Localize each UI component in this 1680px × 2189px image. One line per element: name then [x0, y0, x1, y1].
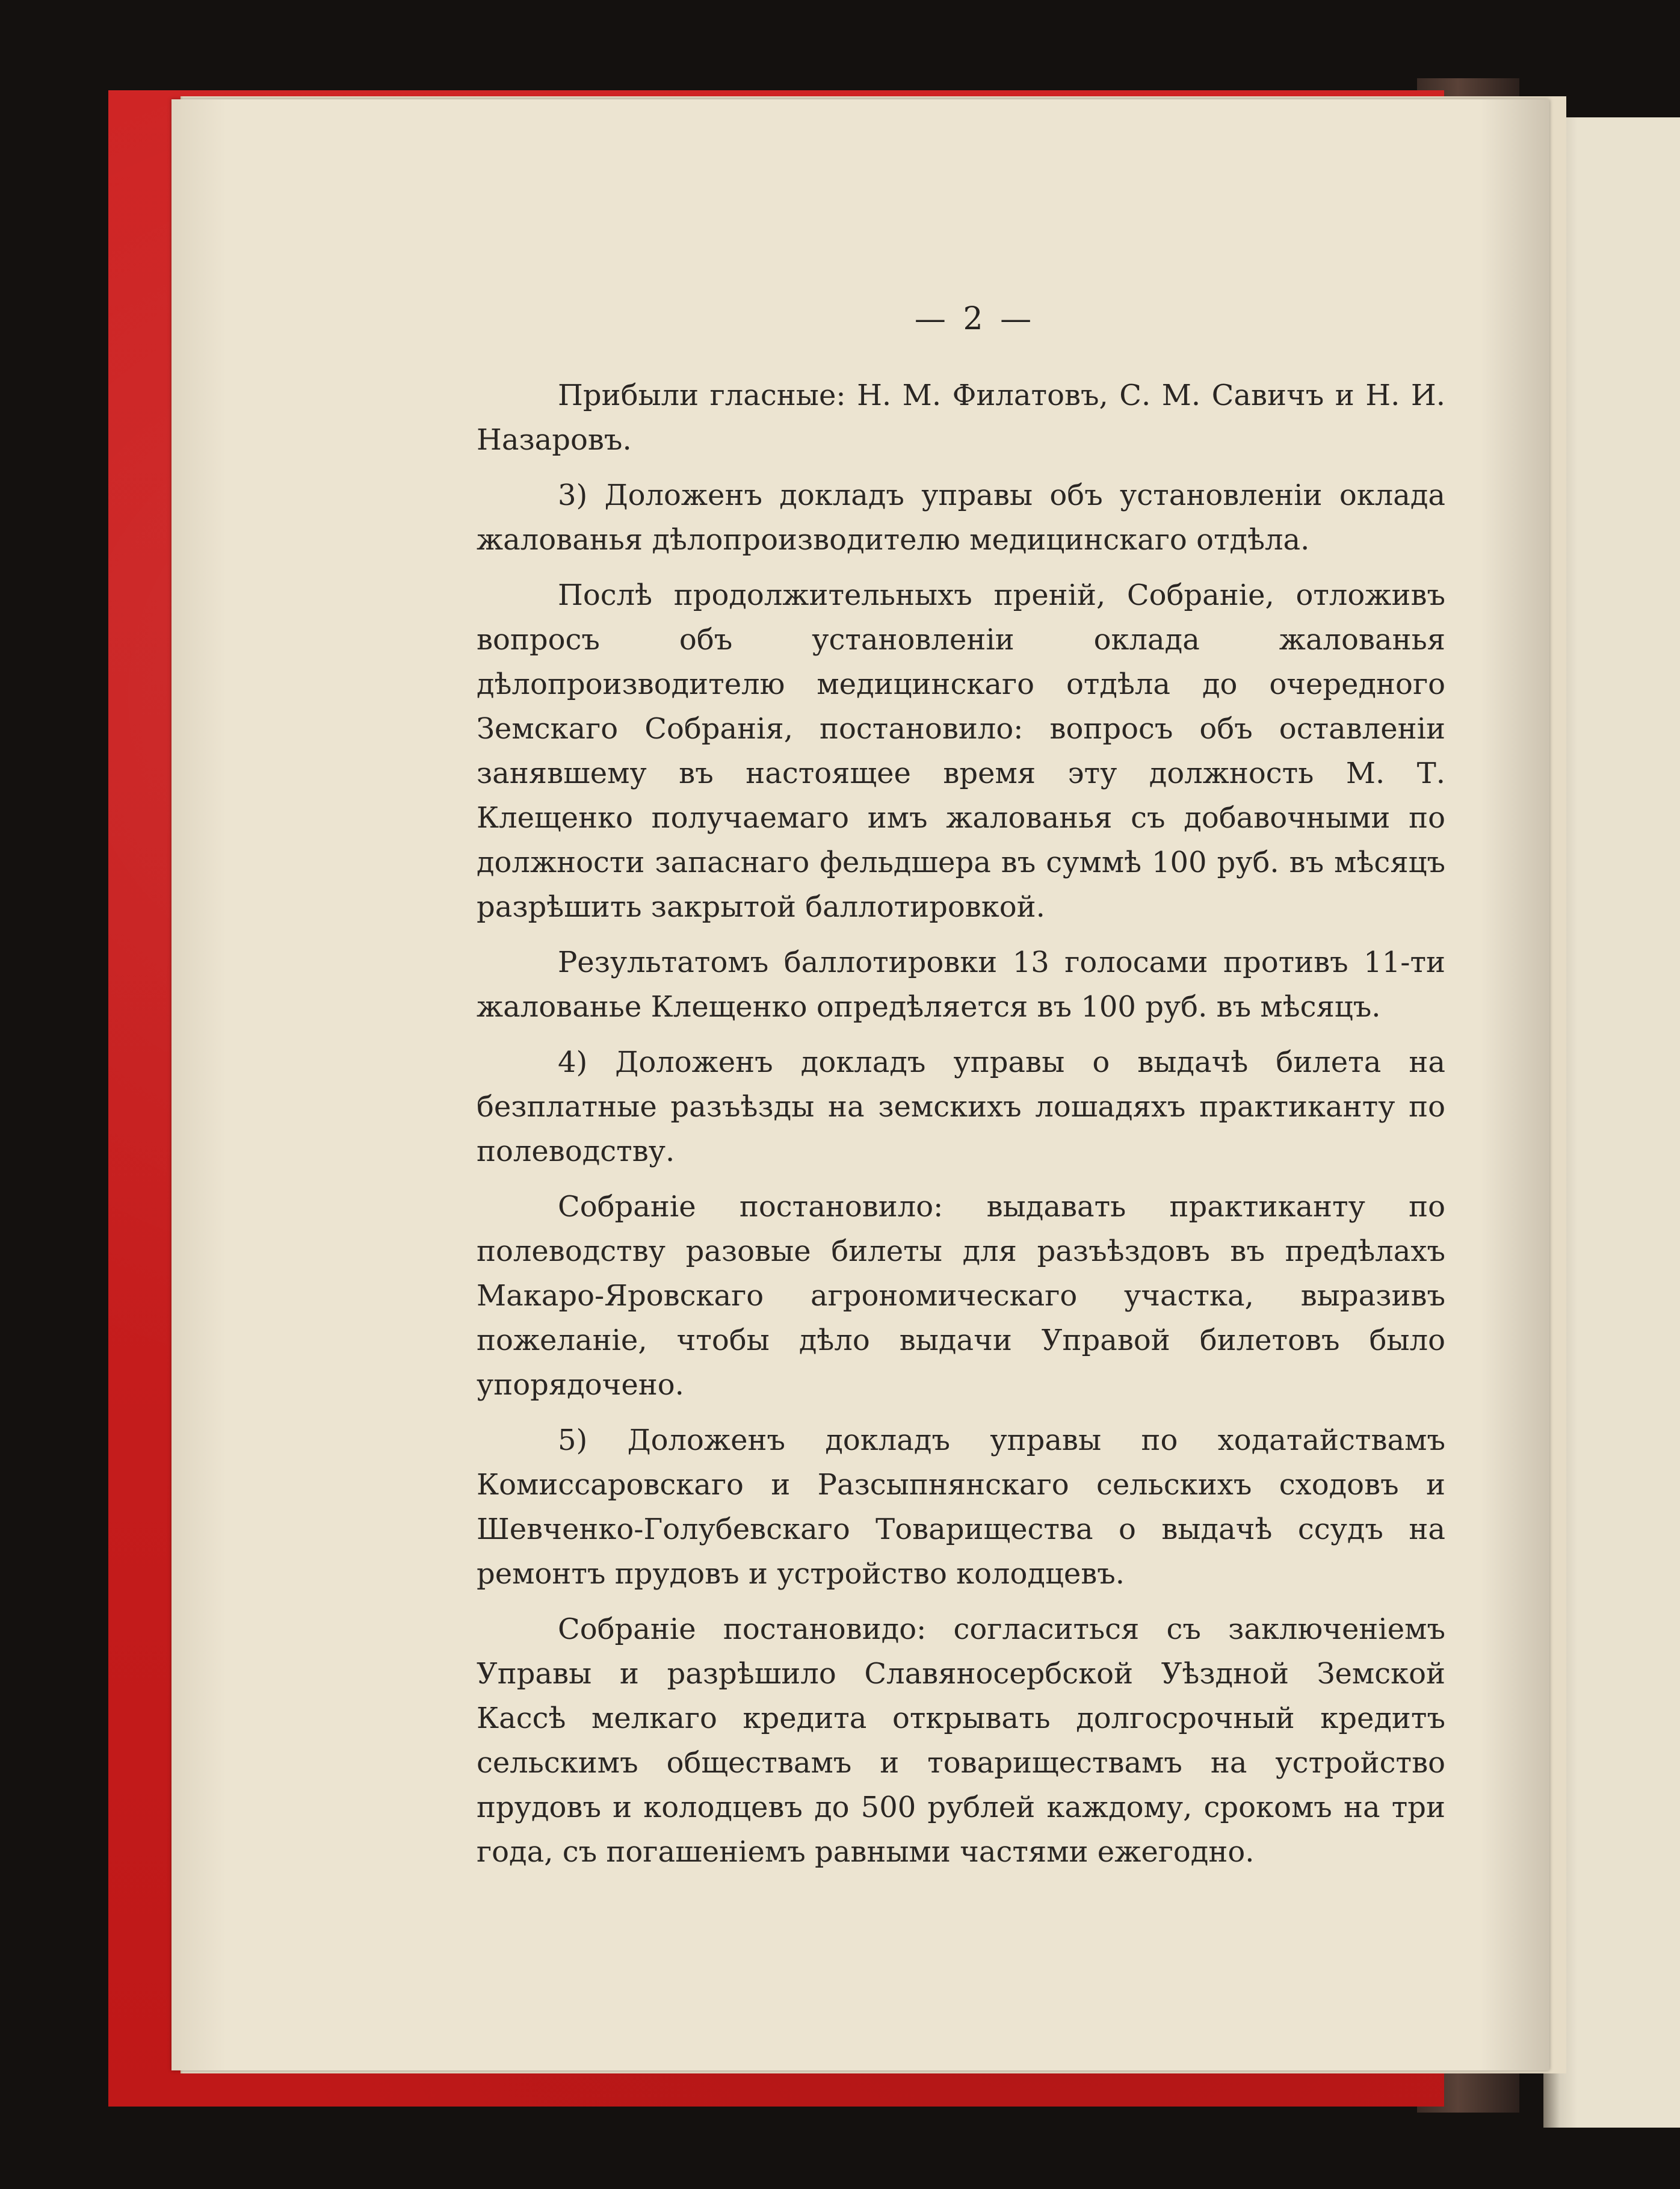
paragraph-3: Послѣ продолжительныхъ преній, Собраніе, отложивъ вопросъ объ установленіи оклада жалованья дѣлопроизводителю медицинскаго отдѣла до очередного Земскаго Собранія, постановило: вопросъ объ оставленіи занявшему въ настоящее время эту должность М. Т. Клещенко получаемаго имъ жалованья съ добавочными по должности запаснаго фельдшера въ суммѣ 100 руб. въ мѣсяцъ разрѣшить закрытой баллотировкой. — [477, 578, 1445, 924]
paragraph-7: 5) Доложенъ докладъ управы по ходатайствамъ Комиссаровскаго и Разсыпнянскаго сельскихъ сходовъ и Шевченко-Голубевскаго Товарищества о выдачѣ ссудъ на ремонтъ прудовъ и устройство колодцевъ. — [477, 1423, 1445, 1591]
paragraph-6: Собраніе постановило: выдавать практиканту по полеводству разовые билеты для разъѣздовъ въ предѣлахъ Макаро-Яровскаго агрономическаго участка, выразивъ пожеланіе, чтобы дѣло выдачи Управой билетовъ было упорядочено. — [477, 1190, 1445, 1402]
paragraph-2: 3) Доложенъ докладъ управы объ установленіи оклада жалованья дѣлопроизводителю медицинскаго отдѣла. — [477, 478, 1445, 557]
paragraph-5: 4) Доложенъ докладъ управы о выдачѣ билета на безплатные разъѣзды на земскихъ лошадяхъ практиканту по полеводству. — [477, 1045, 1445, 1168]
paragraph-1: Прибыли гласные: Н. М. Филатовъ, С. М. Савичъ и Н. И. Назаровъ. — [477, 379, 1445, 457]
paragraph-4: Результатомъ баллотировки 13 голосами противъ 11-ти жалованье Клещенко опредѣляется въ 100 руб. въ мѣсяцъ. — [477, 946, 1445, 1024]
page-number: — 2 — — [914, 301, 1036, 337]
paragraph-8: Собраніе постановидо: согласиться съ заключеніемъ Управы и разрѣшило Славяносербской Уѣздной Земской Кассѣ мелкаго кредита открывать долгосрочный кредитъ сельскимъ обществамъ и товариществамъ на устройство прудовъ и колодцевъ до 500 рублей каждому, срокомъ на три года, съ погашеніемъ равными частями ежегодно. — [477, 1612, 1445, 1869]
body-text — [477, 373, 1445, 1885]
